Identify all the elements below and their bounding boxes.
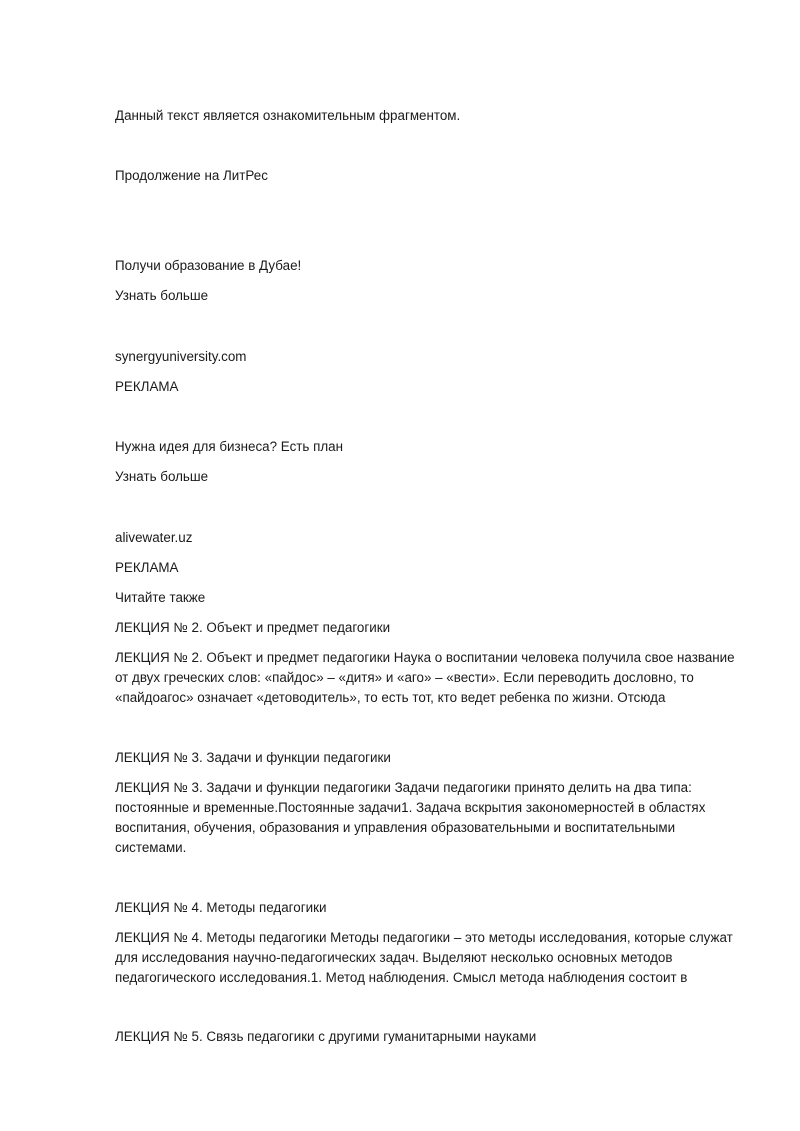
ad-cta-link[interactable]: Узнать больше	[115, 288, 209, 303]
related-item-title[interactable]: ЛЕКЦИЯ № 2. Объект и предмет педагогики	[115, 620, 391, 635]
ad-domain[interactable]: synergyuniversity.com	[115, 349, 247, 364]
ad-label: РЕКЛАМА	[115, 560, 179, 575]
fragment-notice: Данный текст является ознакомительным фрагментом.	[115, 108, 461, 123]
related-heading: Читайте также	[115, 590, 206, 605]
ad-cta-link[interactable]: Узнать больше	[115, 469, 209, 484]
ad-domain[interactable]: alivewater.uz	[115, 530, 193, 545]
related-item-title[interactable]: ЛЕКЦИЯ № 3. Задачи и функции педагогики	[115, 750, 391, 765]
related-item-excerpt: ЛЕКЦИЯ № 4. Методы педагогики Методы педагогики – это методы исследования, которые служат для исследования научно-педагогических задач. Выделяют несколько основных методов педагогического исследования.1. Метод наблюдения. Смысл метода наблюдения состоит в	[115, 930, 733, 985]
ad-title[interactable]: Нужна идея для бизнеса? Есть план	[115, 439, 344, 454]
related-item-excerpt: ЛЕКЦИЯ № 3. Задачи и функции педагогики Задачи педагогики принято делить на два типа: постоянные и временные.Постоянные задачи1. Задача вскрытия закономерностей в областях воспитания, обучения, образования и управления образовательными и воспитательными системами.	[115, 780, 706, 855]
ad-label: РЕКЛАМА	[115, 379, 179, 394]
related-item-title[interactable]: ЛЕКЦИЯ № 5. Связь педагогики с другими гуманитарными науками	[115, 1029, 537, 1044]
continue-link[interactable]: Продолжение на ЛитРес	[115, 168, 268, 183]
related-item-title[interactable]: ЛЕКЦИЯ № 4. Методы педагогики	[115, 900, 327, 915]
related-item-excerpt: ЛЕКЦИЯ № 2. Объект и предмет педагогики Наука о воспитании человека получила свое название от двух греческих слов: «пайдос» – «дитя» и «аго» – «вести». Если переводить дословно, то «пайдоагос» означает «детоводитель», то есть тот, кто ведет ребенка по жизни. Отсюда	[115, 650, 735, 705]
ad-title[interactable]: Получи образование в Дубае!	[115, 258, 302, 273]
